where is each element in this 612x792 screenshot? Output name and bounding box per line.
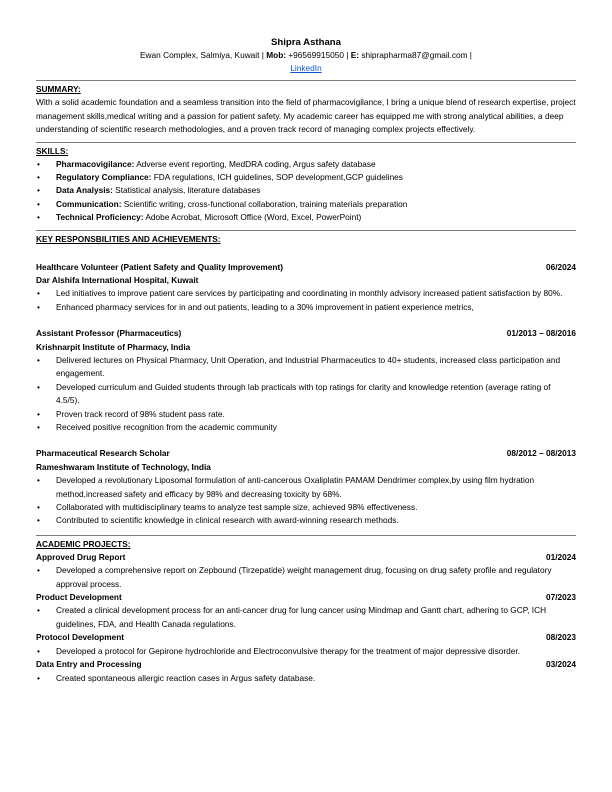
job-header <box>36 261 576 274</box>
bullet-icon: • <box>37 354 40 365</box>
bullet-text: Contributed to scientific knowledge in clinical research with award-winning research methods. <box>56 515 399 526</box>
divider <box>36 80 576 81</box>
list-item <box>36 474 576 501</box>
job-header <box>36 327 576 340</box>
list-item <box>36 158 576 171</box>
skill-label: Data Analysis: <box>56 185 113 196</box>
bullet-icon: • <box>37 212 40 223</box>
project-name: Protocol Development <box>36 632 125 643</box>
mobile-label: Mob: <box>266 50 287 60</box>
bullet-icon: • <box>37 672 40 683</box>
project-entry <box>36 658 576 685</box>
list-item <box>36 354 576 381</box>
linkedin-link[interactable]: LinkedIn <box>290 63 322 73</box>
contact-line <box>36 49 576 62</box>
bullet-text: Developed a revolutionary Liposomal formulation of anti-cancerous Oxaliplatin PAMAM Dendrimer complex,by using film hydration method,increased safety and efficacy by 98% and decreasing toxicity by 68%. <box>56 475 535 499</box>
bullet-text: Developed a comprehensive report on Zepbound (Tirzepatide) weight management drug, focusing on drug safety profile and regulatory approval process. <box>56 565 552 589</box>
bullet-text: Developed curriculum and Guided students through lab practicals with top ratings for clarity and knowledge retention (average rating of 4.5/5). <box>56 381 551 406</box>
project-header <box>36 551 576 564</box>
project-name: Approved Drug Report <box>36 551 126 562</box>
job-org: Rameshwaram Institute of Technology, India <box>36 461 211 472</box>
email-address: shiprapharma87@gmail.com | <box>359 50 472 60</box>
job-date: 01/2013 – 08/2016 <box>506 328 576 339</box>
bullet-text: Collaborated with multidisciplinary teams to analyze test sample size, achieved 98% effectiveness. <box>56 502 418 513</box>
bullet-icon: • <box>37 381 40 392</box>
bullet-icon: • <box>37 185 40 196</box>
job-role: Assistant Professor (Pharmaceutics) <box>36 328 182 339</box>
skill-text: Scientific writing, cross-functional collaboration, training materials preparation <box>121 198 408 209</box>
bullet-text: Proven track record of 98% student pass rate. <box>56 408 225 419</box>
job-org: Krishnarpit Institute of Pharmacy, India <box>36 341 191 352</box>
project-header <box>36 631 576 644</box>
bullet-icon: • <box>37 158 40 169</box>
project-date: 07/2023 <box>546 592 576 603</box>
summary-title: SUMMARY: <box>36 84 81 94</box>
job-entry <box>36 261 576 315</box>
bullet-icon: • <box>37 475 40 486</box>
list-item <box>36 171 576 184</box>
project-date: 01/2024 <box>546 551 576 562</box>
project-date: 03/2024 <box>546 659 576 670</box>
job-entry <box>36 447 576 527</box>
list-item <box>36 184 576 197</box>
list-item <box>36 501 576 514</box>
job-header <box>36 447 576 460</box>
skill-label: Technical Proficiency: <box>56 212 144 223</box>
project-entry <box>36 591 576 631</box>
project-entry <box>36 551 576 591</box>
job-role: Pharmaceutical Research Scholar <box>36 448 170 459</box>
skills-title: SKILLS: <box>36 145 69 156</box>
divider <box>36 142 576 143</box>
skill-text: FDA regulations, ICH guidelines, SOP development,GCP guidelines <box>151 171 403 182</box>
bullet-text: Created a clinical development process for an anti-cancer drug for lung cancer using Mindmap and Gantt chart, adhering to GCP, ICH guidelines, FDA, and Health Canada regulations. <box>56 605 547 629</box>
bullet-text: Delivered lectures on Physical Pharmacy, Unit Operation, and Industrial Pharmaceutics to 40+ students, increased class participation and engagement. <box>56 354 561 379</box>
list-item <box>36 604 576 631</box>
job-date: 06/2024 <box>546 261 576 272</box>
list-item <box>36 645 576 658</box>
bullet-text: Developed a protocol for Gepirone hydrochloride and Electroconvulsive therapy for the treatment of major depressive disorder. <box>56 645 520 656</box>
list-item <box>36 301 576 314</box>
job-date: 08/2012 – 08/2013 <box>506 448 576 459</box>
skill-text: Adobe Acrobat, Microsoft Office (Word, Excel, PowerPoint) <box>143 212 362 223</box>
skill-label: Communication: <box>56 198 122 209</box>
list-item <box>36 564 576 591</box>
divider <box>36 230 576 231</box>
skill-text: Adverse event reporting, MedDRA coding, Argus safety database <box>134 158 376 169</box>
skills-list <box>36 158 576 225</box>
list-item <box>36 421 576 434</box>
list-item <box>36 672 576 685</box>
bullet-text: Enhanced pharmacy services for in and out patients, leading to a 30% improvement in patient experience metrics, <box>56 301 474 312</box>
resume-page <box>36 36 576 685</box>
skill-label: Regulatory Compliance: <box>56 171 152 182</box>
bullet-icon: • <box>37 645 40 656</box>
bullet-icon: • <box>37 565 40 576</box>
bullet-icon: • <box>37 198 40 209</box>
projects-title: ACADEMIC PROJECTS: <box>36 538 131 549</box>
email-label: E: <box>350 50 360 60</box>
bullet-icon: • <box>37 301 40 312</box>
job-entry <box>36 327 576 434</box>
candidate-name: Shipra Asthana <box>270 37 341 48</box>
bullet-icon: • <box>37 605 40 616</box>
list-item <box>36 287 576 300</box>
divider <box>36 535 576 536</box>
mobile-number: +96569915050 | <box>286 50 351 60</box>
job-org: Dar Alshifa International Hospital, Kuwait <box>36 274 199 285</box>
job-role: Healthcare Volunteer (Patient Safety and Quality Improvement) <box>36 261 283 272</box>
bullet-icon: • <box>37 171 40 182</box>
list-item <box>36 381 576 408</box>
project-header <box>36 591 576 604</box>
bullet-text: Created spontaneous allergic reaction cases in Argus safety database. <box>56 672 316 683</box>
list-item <box>36 198 576 211</box>
responsibilities-title: KEY RESPONSBILITIES AND ACHIEVEMENTS: <box>36 233 221 244</box>
bullet-text: Received positive recognition from the academic community <box>56 422 277 432</box>
list-item <box>36 211 576 224</box>
project-name: Product Development <box>36 592 122 603</box>
address: Ewan Complex, Salmiya, Kuwait | <box>140 50 267 60</box>
project-name: Data Entry and Processing <box>36 659 142 670</box>
bullet-icon: • <box>37 408 40 419</box>
project-date: 08/2023 <box>546 632 576 643</box>
list-item <box>36 514 576 527</box>
summary-text: With a solid academic foundation and a seamless transition into the field of pharmacovigilance, I bring a unique blend of research expertise, project management skills,medical writing and a passion for patient safety. My academic career has equipped me with strong analytical abilities, a deep understanding of scientific research methodologies, and a proven track record of managing complex projects effectively. <box>36 97 576 134</box>
bullet-icon: • <box>37 502 40 513</box>
project-entry <box>36 631 576 658</box>
bullet-text: Led initiatives to improve patient care services by participating and coordinating in monthly advisory increased patient satisfaction by 80%. <box>56 288 563 299</box>
list-item <box>36 408 576 421</box>
skill-text: Statistical analysis, literature databases <box>112 185 261 196</box>
bullet-icon: • <box>37 288 40 299</box>
skill-label: Pharmacovigilance: <box>56 158 135 169</box>
bullet-icon: • <box>37 515 40 526</box>
bullet-icon: • <box>37 422 40 432</box>
project-header <box>36 658 576 671</box>
